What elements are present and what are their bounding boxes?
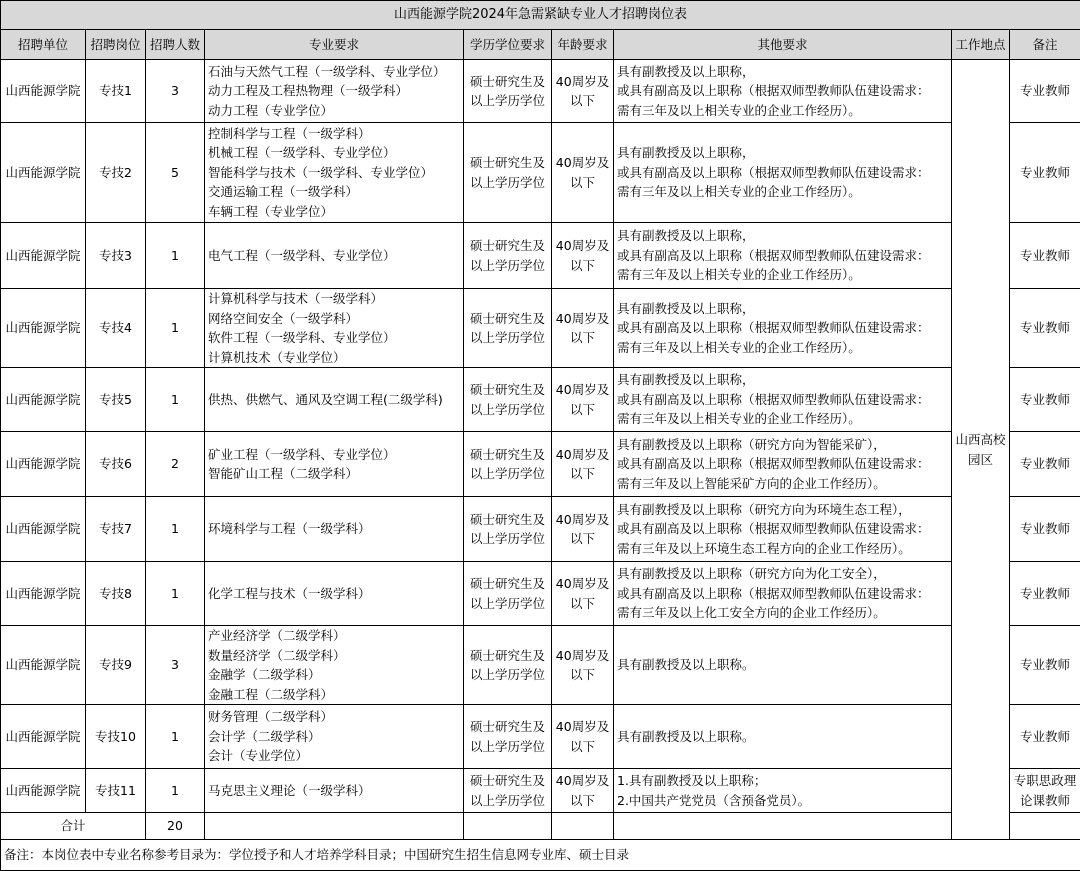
cell-count: 1 <box>146 497 205 562</box>
cell-age: 40周岁及以下 <box>552 769 614 813</box>
cell-note: 专业教师 <box>1010 705 1080 769</box>
table-row <box>1 123 1080 223</box>
text-line: 2.中国共产党党员（含预备党员）。 <box>617 792 811 808</box>
text-line: 金融工程（二级学科） <box>208 686 334 702</box>
cell-education: 硕士研究生及以上学历学位 <box>464 223 552 289</box>
text-line: 具有副教授及以上职称。 <box>617 657 755 673</box>
text-line: 会计（专业学位） <box>208 748 309 764</box>
cell-education: 硕士研究生及以上学历学位 <box>464 705 552 769</box>
total-empty-note <box>1010 813 1080 840</box>
header-education: 学历学位要求 <box>464 30 552 60</box>
header-row <box>1 30 1080 60</box>
cell-note: 专业教师 <box>1010 432 1080 497</box>
text-line: 产业经济学（二级学科） <box>208 628 346 643</box>
cell-education: 硕士研究生及以上学历学位 <box>464 497 552 562</box>
cell-education: 硕士研究生及以上学历学位 <box>464 562 552 626</box>
text-line: 具有副教授及以上职称， <box>617 145 755 161</box>
text-line: 矿业工程（一级学科、专业学位） <box>208 446 396 462</box>
cell-post: 专技10 <box>86 705 146 769</box>
text-line: 动力工程（专业学位） <box>208 102 334 118</box>
cell-count: 1 <box>146 289 205 368</box>
cell-majors <box>205 123 464 223</box>
cell-age: 40周岁及以下 <box>552 626 614 705</box>
header-count: 招聘人数 <box>146 30 205 60</box>
text-line: 计算机技术（专业学位） <box>208 349 346 365</box>
cell-unit: 山西能源学院 <box>1 60 86 123</box>
cell-age: 40周岁及以下 <box>552 368 614 432</box>
cell-majors <box>205 368 464 432</box>
text-line: 具有副教授及以上职称， <box>617 63 755 79</box>
text-line: 需有三年及以上相关专业的企业工作经历）。 <box>617 184 861 200</box>
text-line: 需有三年及以上智能采矿方向的企业工作经历）。 <box>617 475 886 491</box>
cell-other <box>614 368 952 432</box>
cell-unit: 山西能源学院 <box>1 368 86 432</box>
cell-age: 40周岁及以下 <box>552 705 614 769</box>
cell-other <box>614 562 952 626</box>
cell-majors <box>205 626 464 705</box>
cell-count: 3 <box>146 626 205 705</box>
cell-unit: 山西能源学院 <box>1 289 86 368</box>
cell-count: 1 <box>146 368 205 432</box>
text-line: 马克思主义理论（一级学科） <box>208 782 371 798</box>
cell-note: 专业教师 <box>1010 123 1080 223</box>
header-other: 其他要求 <box>614 30 952 60</box>
text-line: 或具有副高及以上职称（根据双师型教师队伍建设需求： <box>617 320 930 336</box>
cell-note: 专业教师 <box>1010 289 1080 368</box>
text-line: 控制科学与工程（一级学科） <box>208 125 371 141</box>
cell-education: 硕士研究生及以上学历学位 <box>464 289 552 368</box>
cell-note: 专业教师 <box>1010 497 1080 562</box>
table-row <box>1 769 1080 813</box>
text-line: 或具有副高及以上职称（根据双师型教师队伍建设需求： <box>617 585 930 601</box>
cell-age: 40周岁及以下 <box>552 497 614 562</box>
cell-unit: 山西能源学院 <box>1 432 86 497</box>
table-row <box>1 60 1080 123</box>
cell-education: 硕士研究生及以上学历学位 <box>464 368 552 432</box>
text-line: 智能科学与技术（一级学科、专业学位） <box>208 164 434 180</box>
cell-count: 1 <box>146 769 205 813</box>
total-empty-age <box>552 813 614 840</box>
cell-other <box>614 769 952 813</box>
cell-age: 40周岁及以下 <box>552 60 614 123</box>
table-row <box>1 432 1080 497</box>
cell-note: 专职思政理论课教师 <box>1010 769 1080 813</box>
header-post: 招聘岗位 <box>86 30 146 60</box>
text-line: 具有副教授及以上职称（研究方向为环境生态工程）， <box>617 501 911 517</box>
text-line: 机械工程（一级学科、专业学位） <box>208 145 396 161</box>
table-row <box>1 289 1080 368</box>
text-line: 具有副教授及以上职称（研究方向为化工安全）， <box>617 566 886 582</box>
total-empty-other <box>614 813 952 840</box>
table-row <box>1 705 1080 769</box>
cell-other <box>614 497 952 562</box>
text-line: 数量经济学（二级学科） <box>208 647 346 663</box>
cell-note: 专业教师 <box>1010 562 1080 626</box>
table-row <box>1 562 1080 626</box>
cell-age: 40周岁及以下 <box>552 123 614 223</box>
cell-education: 硕士研究生及以上学历学位 <box>464 60 552 123</box>
cell-post: 专技3 <box>86 223 146 289</box>
text-line: 或具有副高及以上职称（根据双师型教师队伍建设需求： <box>617 521 930 537</box>
cell-other <box>614 60 952 123</box>
table-row <box>1 497 1080 562</box>
cell-age: 40周岁及以下 <box>552 432 614 497</box>
total-label: 合计 <box>1 813 146 840</box>
text-line: 动力工程及工程热物理（一级学科） <box>208 83 409 99</box>
cell-count: 3 <box>146 60 205 123</box>
total-count: 20 <box>146 813 205 840</box>
cell-education: 硕士研究生及以上学历学位 <box>464 769 552 813</box>
text-line: 或具有副高及以上职称（根据双师型教师队伍建设需求： <box>617 456 930 472</box>
cell-majors <box>205 497 464 562</box>
cell-count: 1 <box>146 223 205 289</box>
table-row <box>1 626 1080 705</box>
text-line: 环境科学与工程（一级学科） <box>208 521 371 537</box>
cell-post: 专技4 <box>86 289 146 368</box>
cell-post: 专技1 <box>86 60 146 123</box>
cell-post: 专技9 <box>86 626 146 705</box>
text-line: 财务管理（二级学科） <box>208 709 334 725</box>
total-empty-education <box>464 813 552 840</box>
text-line: 车辆工程（专业学位） <box>208 203 334 219</box>
text-line: 供热、供燃气、通风及空调工程(二级学科) <box>208 391 443 407</box>
text-line: 需有三年及以上化工安全方向的企业工作经历）。 <box>617 605 886 621</box>
text-line: 化学工程与技术（一级学科） <box>208 585 371 601</box>
cell-unit: 山西能源学院 <box>1 769 86 813</box>
table-title: 山西能源学院2024年急需紧缺专业人才招聘岗位表 <box>1 1 1080 30</box>
cell-education: 硕士研究生及以上学历学位 <box>464 123 552 223</box>
text-line: 网络空间安全（一级学科） <box>208 310 359 326</box>
text-line: 金融学（二级学科） <box>208 667 321 682</box>
text-line: 需有三年及以上相关专业的企业工作经历）。 <box>617 267 861 283</box>
cell-count: 1 <box>146 562 205 626</box>
cell-unit: 山西能源学院 <box>1 223 86 289</box>
text-line: 或具有副高及以上职称（根据双师型教师队伍建设需求： <box>617 391 930 407</box>
cell-post: 专技6 <box>86 432 146 497</box>
cell-majors <box>205 289 464 368</box>
total-row <box>1 813 1080 840</box>
cell-count: 2 <box>146 432 205 497</box>
text-line: 或具有副高及以上职称（根据双师型教师队伍建设需求： <box>617 164 930 180</box>
cell-majors <box>205 60 464 123</box>
header-note: 备注 <box>1010 30 1080 60</box>
cell-unit: 山西能源学院 <box>1 705 86 769</box>
text-line: 软件工程（一级学科、专业学位） <box>208 330 396 345</box>
cell-post: 专技5 <box>86 368 146 432</box>
text-line: 电气工程（一级学科、专业学位） <box>208 247 396 263</box>
text-line: 需有三年及以上相关专业的企业工作经历）。 <box>617 411 861 427</box>
cell-other <box>614 289 952 368</box>
text-line: 具有副教授及以上职称， <box>617 228 755 244</box>
text-line: 具有副教授及以上职称， <box>617 372 755 388</box>
cell-other <box>614 123 952 223</box>
cell-post: 专技7 <box>86 497 146 562</box>
cell-age: 40周岁及以下 <box>552 223 614 289</box>
footnote: 备注：本岗位表中专业名称参考目录为：学位授予和人才培养学科目录；中国研究生招生信息网专业库、硕士目录 <box>1 840 1080 871</box>
text-line: 或具有副高及以上职称（根据双师型教师队伍建设需求： <box>617 247 930 263</box>
text-line: 具有副教授及以上职称。 <box>617 728 755 744</box>
footnote-row <box>1 840 1080 871</box>
cell-unit: 山西能源学院 <box>1 562 86 626</box>
text-line: 智能矿山工程（二级学科） <box>208 466 359 481</box>
text-line: 具有副教授及以上职称（研究方向为智能采矿）， <box>617 436 886 452</box>
cell-unit: 山西能源学院 <box>1 497 86 562</box>
cell-age: 40周岁及以下 <box>552 562 614 626</box>
header-unit: 招聘单位 <box>1 30 86 60</box>
cell-note: 专业教师 <box>1010 368 1080 432</box>
cell-majors <box>205 432 464 497</box>
cell-education: 硕士研究生及以上学历学位 <box>464 626 552 705</box>
header-location: 工作地点 <box>952 30 1010 60</box>
cell-count: 1 <box>146 705 205 769</box>
text-line: 具有副教授及以上职称， <box>617 300 755 316</box>
text-line: 会计学（二级学科） <box>208 728 321 744</box>
cell-other <box>614 705 952 769</box>
cell-age: 40周岁及以下 <box>552 289 614 368</box>
cell-note: 专业教师 <box>1010 223 1080 289</box>
cell-unit: 山西能源学院 <box>1 123 86 223</box>
text-line: 计算机科学与技术（一级学科） <box>208 291 384 306</box>
text-line: 1.具有副教授及以上职称； <box>617 773 767 788</box>
cell-count: 5 <box>146 123 205 223</box>
cell-note: 专业教师 <box>1010 60 1080 123</box>
cell-education: 硕士研究生及以上学历学位 <box>464 432 552 497</box>
cell-other <box>614 223 952 289</box>
total-empty-majors <box>205 813 464 840</box>
text-line: 需有三年及以上相关专业的企业工作经历）。 <box>617 339 861 355</box>
table-row <box>1 368 1080 432</box>
text-line: 交通运输工程（一级学科） <box>208 184 359 200</box>
text-line: 需有三年及以上环境生态工程方向的企业工作经历）。 <box>617 540 911 556</box>
cell-location: 山西高校园区 <box>952 60 1010 840</box>
cell-majors <box>205 223 464 289</box>
cell-unit: 山西能源学院 <box>1 626 86 705</box>
text-line: 或具有副高及以上职称（根据双师型教师队伍建设需求： <box>617 83 930 99</box>
cell-other <box>614 626 952 705</box>
cell-majors <box>205 705 464 769</box>
cell-note: 专业教师 <box>1010 626 1080 705</box>
cell-post: 专技2 <box>86 123 146 223</box>
cell-post: 专技11 <box>86 769 146 813</box>
cell-majors <box>205 769 464 813</box>
header-age: 年龄要求 <box>552 30 614 60</box>
cell-majors <box>205 562 464 626</box>
header-majors: 专业要求 <box>205 30 464 60</box>
text-line: 石油与天然气工程（一级学科、专业学位） <box>208 63 446 79</box>
text-line: 需有三年及以上相关专业的企业工作经历）。 <box>617 102 861 118</box>
table-row <box>1 223 1080 289</box>
cell-post: 专技8 <box>86 562 146 626</box>
cell-other <box>614 432 952 497</box>
